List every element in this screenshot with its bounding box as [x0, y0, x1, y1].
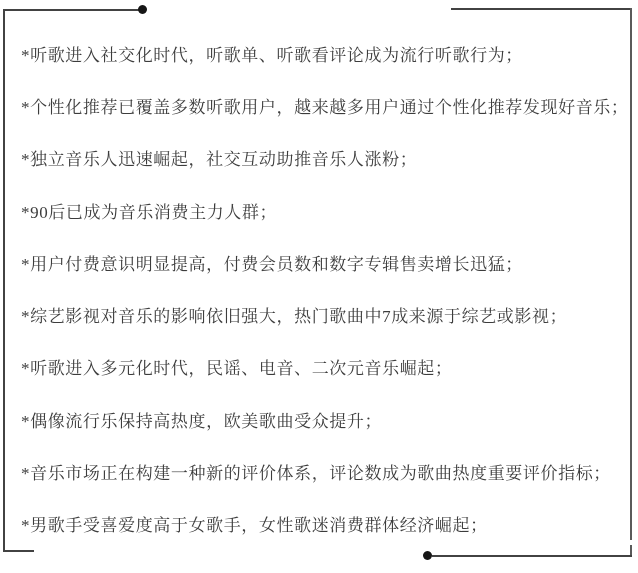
- bullet-line: *听歌进入社交化时代，听歌单、听歌看评论成为流行听歌行为；: [21, 45, 523, 65]
- bullet-list: [21, 27, 629, 550]
- bullet-line: *听歌进入多元化时代，民谣、电音、二次元音乐崛起；: [21, 359, 453, 379]
- bullet-line: *个性化推荐已覆盖多数听歌用户，越来越多用户通过个性化推荐发现好音乐；: [21, 97, 629, 117]
- bullet-line: *独立音乐人迅速崛起，社交互动助推音乐人涨粉；: [21, 150, 418, 170]
- frame-border-left: [3, 9, 5, 552]
- top-handle-dot: [138, 5, 147, 14]
- frame-border-top-right: [451, 8, 632, 10]
- frame-border-top-left: [3, 9, 140, 11]
- frame-border-bottom-right: [432, 555, 632, 557]
- frame-border-bottom-left: [3, 550, 34, 552]
- bullet-line: *偶像流行乐保持高热度，欧美歌曲受众提升；: [21, 411, 383, 431]
- bullet-line: *男歌手受喜爱度高于女歌手，女性歌迷消费群体经济崛起；: [21, 516, 488, 536]
- frame-border-right: [630, 8, 632, 540]
- bullet-line: *用户付费意识明显提高，付费会员数和数字专辑售卖增长迅猛；: [21, 254, 523, 274]
- bullet-line: *音乐市场正在构建一种新的评价体系，评论数成为歌曲热度重要评价指标；: [21, 464, 611, 484]
- bullet-line: *综艺影视对音乐的影响依旧强大，热门歌曲中7成来源于综艺或影视；: [21, 307, 568, 327]
- bullet-line: *90后已成为音乐消费主力人群；: [21, 202, 278, 222]
- bottom-handle-dot: [423, 551, 432, 560]
